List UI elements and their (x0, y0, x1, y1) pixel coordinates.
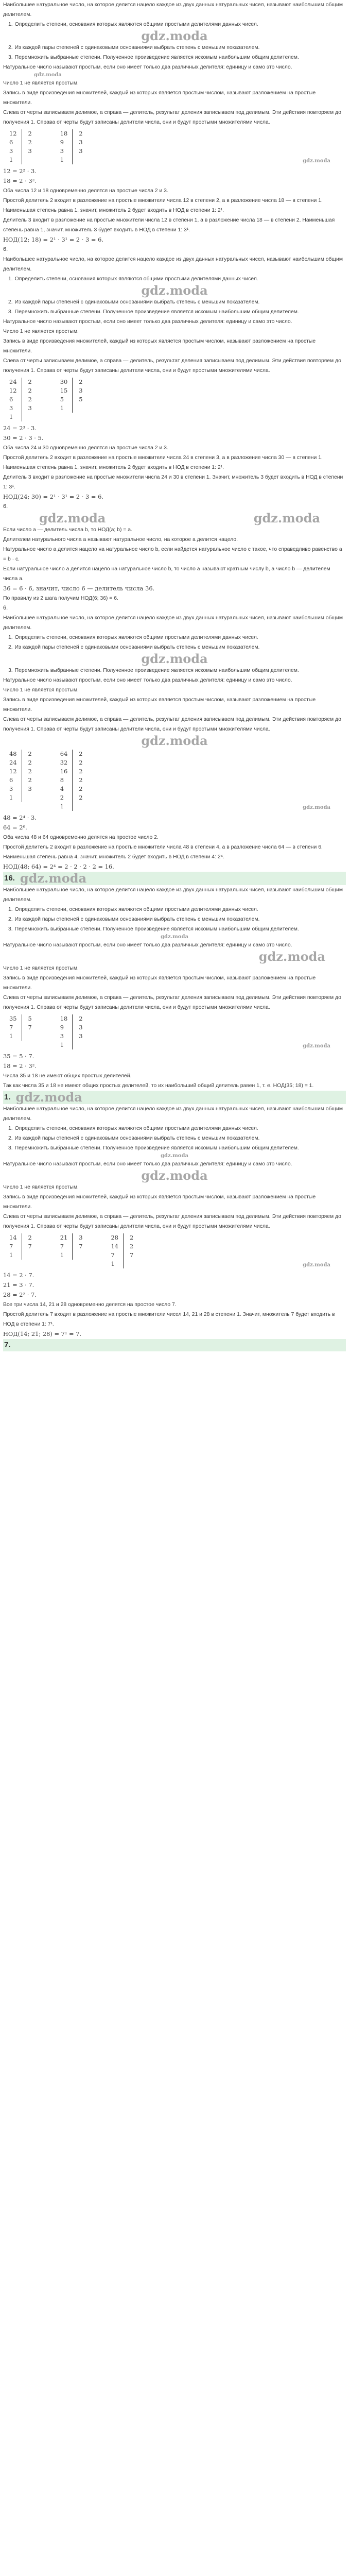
list-item-number: 2. (8, 1136, 13, 1141)
dividend-cell: 35 (9, 1015, 17, 1022)
divisor-cell (22, 1032, 37, 1041)
text-paragraph: По правилу из 2 шага получим НОД(6; 36) = 6. (3, 596, 118, 601)
watermark: gdz.moda (141, 28, 208, 43)
formula-line: 28 = 2² · 7. (3, 1291, 37, 1298)
dividend-cell: 1 (9, 156, 13, 163)
divisor-cell: 3 (73, 1023, 87, 1032)
formula-line: НОД(24; 30) = 2¹ · 3¹ = 2 · 3 = 6. (3, 493, 103, 500)
dividend-cell: 4 (60, 785, 64, 792)
factorization-step (57, 1242, 87, 1251)
factorization-row (3, 376, 346, 423)
dividend-cell: 7 (111, 1251, 115, 1259)
divisor-cell: 5 (22, 1014, 37, 1023)
text-paragraph: Запись в виде произведения множителей, каждый из которых является простым числом, называют разложением на простые множители. (3, 1194, 316, 1210)
factorization-step (6, 1233, 37, 1242)
divisor-cell: 2 (22, 1233, 37, 1242)
divisor-cell (73, 404, 87, 413)
list-item-number: 1. (8, 22, 13, 27)
text-paragraph: Так как числа 35 и 18 не имеют общих простых делителей, то их наибольший общий делитель равен 1, т. е. НОД(35; 18) = 1. (3, 1083, 314, 1089)
factorization-step (57, 404, 87, 413)
factorization-table (57, 129, 87, 164)
formula-line: 24 = 2³ · 3. (3, 425, 37, 432)
list-item-number: 1. (8, 1126, 13, 1131)
text-paragraph: Число 1 не является простым. (3, 1184, 79, 1190)
divisor-cell (73, 156, 87, 164)
list-item-number: 3. (8, 55, 13, 60)
factorization-step (57, 1014, 87, 1023)
dividend-cell: 12 (9, 387, 17, 394)
divisor-cell: 2 (73, 793, 87, 802)
divisor-cell (73, 1041, 87, 1049)
formula-line: 64 = 2⁶. (3, 824, 27, 831)
factorization-table (6, 750, 37, 802)
divisor-cell: 2 (124, 1233, 138, 1242)
answer-marker (3, 1091, 346, 1104)
dividend-cell: 24 (9, 759, 17, 766)
formula-line: 12 = 2² · 3. (3, 167, 37, 175)
divisor-cell: 2 (124, 1242, 138, 1251)
dividend-cell: 14 (111, 1243, 118, 1250)
divisor-cell: 3 (73, 1032, 87, 1041)
list-item (3, 297, 346, 307)
answer-value: 6. (3, 503, 8, 510)
list-item-text: Определить степени, основания которых являются общими простыми делителями данных чисел. (14, 276, 258, 282)
divisor-cell: 2 (22, 386, 37, 395)
list-item-number: 3. (8, 309, 13, 315)
factorization-step (108, 1260, 138, 1268)
text-paragraph: Натуральное число a делится нацело на натуральное число b, если найдется натуральное число c такое, что справедливо равенство a = b · c. (3, 547, 342, 562)
list-item (3, 633, 346, 642)
factorization-step (57, 395, 87, 404)
factorization-table (57, 378, 87, 413)
dividend-cell: 6 (9, 776, 13, 784)
dividend-cell: 5 (60, 396, 64, 403)
dividend-cell: 24 (9, 378, 17, 385)
factorization-row (3, 1231, 346, 1270)
text-paragraph: Натуральное число называют простым, если оно имеет только два различных делителя: единицу и само это число. (3, 1161, 292, 1167)
dividend-cell: 1 (60, 803, 64, 810)
factorization-step (57, 802, 87, 811)
divisor-cell (22, 793, 37, 802)
watermark: gdz.moda (258, 949, 325, 964)
watermark: gdz.moda (303, 805, 330, 810)
factorization-step (6, 156, 37, 164)
factorization-row (3, 127, 346, 166)
formula-line: 30 = 2 · 3 · 5. (3, 434, 44, 442)
dividend-cell: 1 (111, 1260, 115, 1267)
text-paragraph: Наибольшее натуральное число, на которое делится нацело каждое из двух данных натуральных чисел, называют наибольшим общим делителем. (3, 887, 343, 903)
text-paragraph: Слева от черты записываем делимое, а справа — делитель, результат деления записываем под делимым. Эти действия повторяем до получения 1. Справа от черты будут записаны делители числа, они и будут простыми множителями числа. (3, 110, 341, 125)
dividend-cell: 2 (60, 794, 64, 801)
formula-line: НОД(12; 18) = 2¹ · 3¹ = 2 · 3 = 6. (3, 236, 103, 243)
text-paragraph: Простой делитель 2 входит в разложение на простые множители числа 12 в степени 2, а в разложение числа 18 — в степени 1. Наименьшая степень равна 1, значит, множитель 2 будет входить в НОД в степени 1: 2¹. (3, 198, 323, 213)
text-paragraph: Простой делитель 2 входит в разложение на простые множители числа 48 в степени 4, а в разложение числа 64 — в степени 6. Наименьшая степень равна 4, значит, множитель 2 будет входить в НОД в степени 4: 2⁴. (3, 844, 323, 860)
text-paragraph: Оба числа 24 и 30 одновременно делятся на простые числа 2 и 3. (3, 445, 168, 451)
dividend-cell: 6 (9, 139, 13, 146)
factorization-step (6, 785, 37, 793)
watermark: gdz.moda (34, 72, 62, 78)
answer-value: 6. (3, 246, 8, 252)
divisor-cell: 2 (73, 758, 87, 767)
divisor-cell: 2 (22, 395, 37, 404)
dividend-cell: 1 (9, 1032, 13, 1040)
divisor-cell: 2 (73, 785, 87, 793)
text-paragraph: Наибольшее натуральное число, на которое делится нацело каждое из двух данных натуральных чисел, называют наибольшим общим делителем. (3, 615, 343, 631)
factorization-step (6, 147, 37, 156)
list-item (3, 905, 346, 914)
dividend-cell: 3 (9, 785, 13, 792)
formula-line: 35 = 5 · 7. (3, 1053, 34, 1060)
divisor-cell: 3 (22, 785, 37, 793)
divisor-cell: 7 (73, 1242, 87, 1251)
list-item-number: 3. (8, 1145, 13, 1151)
watermark: gdz.moda (141, 733, 208, 748)
factorization-step (108, 1233, 138, 1242)
text-paragraph: Запись в виде произведения множителей, каждый из которых является простым числом, называют разложением на простые множители. (3, 90, 316, 106)
watermark-row (3, 512, 346, 525)
divisor-cell: 7 (22, 1023, 37, 1032)
divisor-cell: 2 (73, 1014, 87, 1023)
dividend-cell: 1 (60, 404, 64, 412)
factorization-step (6, 1023, 37, 1032)
divisor-cell: 2 (22, 378, 37, 386)
answer-value: 1. (4, 1093, 11, 1101)
factorization-table (6, 1014, 37, 1041)
factorization-step (6, 378, 37, 386)
answer-value: 16. (4, 874, 15, 883)
factorization-table (108, 1233, 138, 1268)
factorization-step (57, 378, 87, 386)
dividend-cell: 6 (9, 396, 13, 403)
list-item-text: Перемножить выбранные степени. Полученное произведение является искомым наибольшим общим делителем. (14, 926, 299, 932)
answer-marker (3, 872, 346, 885)
divisor-cell: 3 (73, 1233, 87, 1242)
dividend-cell: 15 (60, 387, 68, 394)
factorization-step (6, 413, 37, 421)
factorization-step (57, 1041, 87, 1049)
text-paragraph: Число 1 не является простым. (3, 965, 79, 971)
list-item-text: Определить степени, основания которых являются общими простыми делителями данных чисел. (14, 22, 258, 27)
watermark: gdz.moda (303, 1043, 330, 1049)
factorization-step (6, 138, 37, 147)
formula-line: 21 = 3 · 7. (3, 1281, 34, 1289)
formula-line: 18 = 2 · 3². (3, 177, 37, 184)
text-paragraph: Число 1 не является простым. (3, 687, 79, 693)
divisor-cell (73, 802, 87, 811)
divisor-cell: 2 (73, 767, 87, 776)
list-item-text: Из каждой пары степеней с одинаковыми основаниями выбрать степень с меньшим показателем. (14, 645, 260, 650)
divisor-cell: 3 (22, 404, 37, 413)
divisor-cell: 2 (73, 378, 87, 386)
factorization-step (57, 785, 87, 793)
factorization-step (57, 156, 87, 164)
text-paragraph: Если натуральное число a делится нацело на натуральное число b, то число a называют кратным числу b, а число b — делителем числа a. (3, 566, 330, 582)
text-paragraph: Натуральное число называют простым, если оно имеет только два различных делителя: единицу и само это число. (3, 677, 292, 683)
factorization-step (57, 750, 87, 758)
text-paragraph: Все три числа 14, 21 и 28 одновременно делятся на простое число 7. (3, 1302, 177, 1308)
dividend-cell: 64 (60, 750, 68, 757)
dividend-cell: 48 (9, 750, 17, 757)
factorization-step (108, 1251, 138, 1260)
dividend-cell: 3 (60, 147, 64, 155)
divisor-cell (124, 1260, 138, 1268)
factorization-step (57, 767, 87, 776)
factorization-step (6, 404, 37, 413)
text-paragraph: Делитель 3 входит в разложение на простые множители числа 24 и 30 в степени 1. Значит, множитель 3 будет входить в НОД в степени 1: 3¹. (3, 474, 343, 490)
formula-line: 36 = 6 · 6, значит, число 6 — делитель числа 36. (3, 585, 155, 592)
dividend-cell: 1 (60, 1041, 64, 1048)
list-item-text: Перемножить выбранные степени. Полученное произведение является искомым наибольшим общим делителем. (14, 309, 299, 315)
formula-line: 48 = 2⁴ · 3. (3, 814, 37, 821)
list-item-text: Определить степени, основания которых являются общими простыми делителями данных чисел. (14, 1126, 258, 1131)
divisor-cell: 3 (22, 147, 37, 156)
text-paragraph: Слева от черты записываем делимое, а справа — делитель, результат деления записываем под делимым. Эти действия повторяем до получения 1. Справа от черты будут записаны делители числа, они и будут простыми множителями числа. (3, 995, 341, 1010)
factorization-step (57, 793, 87, 802)
dividend-cell: 9 (60, 1024, 64, 1031)
dividend-cell: 9 (60, 139, 64, 146)
text-paragraph: Натуральное число называют простым, если оно имеет только два различных делителя: единицу и само это число. (3, 942, 292, 948)
text-paragraph: Запись в виде произведения множителей, каждый из которых является простым числом, называют разложением на простые множители. (3, 975, 316, 991)
dividend-cell: 12 (9, 768, 17, 775)
watermark: gdz.moda (141, 283, 208, 298)
list-item (3, 666, 346, 675)
divisor-cell: 2 (22, 758, 37, 767)
factorization-step (57, 776, 87, 785)
text-paragraph: Простой делитель 2 входит в разложение на простые множители числа 24 в степени 3, а в разложение числа 30 — в степени 1. Наименьшая степень равна 1, значит, множитель 2 будет входить в НОД в степени 1: 2¹. (3, 455, 323, 470)
factorization-row (3, 1012, 346, 1052)
divisor-cell: 2 (22, 767, 37, 776)
list-item-text: Определить степени, основания которых являются общими простыми делителями данных чисел. (14, 907, 258, 912)
factorization-table (6, 129, 37, 164)
divisor-cell: 3 (73, 386, 87, 395)
factorization-step (6, 758, 37, 767)
factorization-step (57, 1251, 87, 1260)
factorization-step (6, 1014, 37, 1023)
watermark: gdz.moda (141, 651, 208, 666)
dividend-cell: 1 (9, 413, 13, 420)
list-item-text: Из каждой пары степеней с одинаковыми основаниями выбрать степень с меньшим показателем. (14, 1136, 260, 1141)
divisor-cell: 3 (73, 138, 87, 147)
factorization-table (57, 750, 87, 811)
divisor-cell: 5 (73, 395, 87, 404)
factorization-step (6, 1032, 37, 1041)
factorization-step (108, 1242, 138, 1251)
answer-marker (3, 603, 346, 613)
dividend-cell: 18 (60, 1015, 68, 1022)
factorization-step (57, 147, 87, 156)
text-paragraph: Натуральное число называют простым, если оно имеет только два различных делителя: единицу и само это число. (3, 319, 292, 325)
text-paragraph: Если число a — делитель числа b, то НОД(a; b) = a. (3, 527, 132, 533)
divisor-cell (22, 1251, 37, 1260)
dividend-cell: 3 (9, 404, 13, 412)
answer-marker (3, 1339, 346, 1351)
factorization-table (6, 1233, 37, 1260)
dividend-cell: 7 (9, 1024, 13, 1031)
list-item-text: Перемножить выбранные степени. Полученное произведение является искомым наибольшим общим делителем. (14, 55, 299, 60)
dividend-cell: 7 (60, 1243, 64, 1250)
text-paragraph: Слева от черты записываем делимое, а справа — делитель, результат деления записываем под делимым. Эти действия повторяем до получения 1. Справа от черты будут записаны делители числа, они и будут простыми множителями числа. (3, 358, 341, 374)
dividend-cell: 8 (60, 776, 64, 784)
formula-line: 14 = 2 · 7. (3, 1272, 34, 1279)
divisor-cell: 2 (73, 776, 87, 785)
dividend-cell: 1 (9, 794, 13, 801)
dividend-cell: 16 (60, 768, 68, 775)
factorization-step (57, 1023, 87, 1032)
list-item-number: 2. (8, 645, 13, 650)
divisor-cell (22, 156, 37, 164)
answer-marker (3, 245, 346, 255)
list-item-number: 2. (8, 45, 13, 50)
factorization-step (6, 750, 37, 758)
list-item-number: 1. (8, 276, 13, 282)
list-item-number: 1. (8, 907, 13, 912)
divisor-cell: 7 (22, 1242, 37, 1251)
watermark: gdz.moda (141, 1168, 208, 1183)
text-paragraph: Число 1 не является простым. (3, 80, 79, 86)
dividend-cell: 32 (60, 759, 68, 766)
text-paragraph: Запись в виде произведения множителей, каждый из которых является простым числом, называют разложением на простые множители. (3, 338, 316, 354)
text-paragraph: Наибольшее натуральное число, на которое делится нацело каждое из двух данных натуральных чисел, называют наибольшим общим делителем. (3, 257, 343, 272)
watermark: gdz.moda (161, 934, 188, 940)
factorization-step (57, 138, 87, 147)
list-item-text: Перемножить выбранные степени. Полученное произведение является искомым наибольшим общим делителем. (14, 1145, 299, 1151)
text-paragraph: Оба числа 12 и 18 одновременно делятся на простые числа 2 и 3. (3, 188, 168, 194)
dividend-cell: 30 (60, 378, 68, 385)
answer-value: 6. (3, 605, 8, 611)
text-paragraph: Числа 35 и 18 не имеют общих простых делителей. (3, 1073, 132, 1079)
divisor-cell: 2 (22, 138, 37, 147)
list-item-number: 3. (8, 926, 13, 932)
dividend-cell: 14 (9, 1234, 17, 1241)
text-paragraph: Натуральное число называют простым, если оно имеет только два различных делителя: единицу и само это число. (3, 64, 292, 70)
list-item (3, 1124, 346, 1133)
list-item (3, 53, 346, 62)
divisor-cell: 7 (124, 1251, 138, 1260)
text-paragraph: Слева от черты записываем делимое, а справа — делитель, результат деления записываем под делимым. Эти действия повторяем до получения 1. Справа от черты будут записаны делители числа, они и будут простыми множителями числа. (3, 1214, 341, 1229)
factorization-table (57, 1233, 87, 1260)
text-paragraph: Делитель 3 входит в разложение на простые множители числа 12 в степени 1, а в разложение числа 18 — в степени 2. Наименьшая степень равна 1, значит, множитель 3 будет входить в НОД в степени 1: 3¹. (3, 217, 335, 233)
watermark: gdz.moda (39, 511, 106, 526)
factorization-table (57, 1014, 87, 1049)
dividend-cell: 12 (9, 130, 17, 137)
watermark: gdz.moda (303, 158, 330, 164)
divisor-cell: 2 (22, 129, 37, 138)
factorization-step (6, 767, 37, 776)
factorization-step (57, 129, 87, 138)
formula-line: 18 = 2 · 3². (3, 1062, 37, 1070)
divisor-cell (73, 1251, 87, 1260)
list-item-text: Из каждой пары степеней с одинаковыми основаниями выбрать степень с меньшим показателем. (14, 299, 260, 305)
text-paragraph: Наибольшее натуральное число, на которое делится нацело каждое из двух данных натуральных чисел, называют наибольшим общим делителем. (3, 1106, 343, 1122)
dividend-cell: 1 (9, 1251, 13, 1259)
dividend-cell: 21 (60, 1234, 68, 1241)
formula-line: НОД(48; 64) = 2⁴ = 2 · 2 · 2 · 2 = 16. (3, 863, 114, 870)
watermark: gdz.moda (303, 1262, 330, 1268)
dividend-cell: 7 (9, 1243, 13, 1250)
list-item-text: Определить степени, основания которых являются общими простыми делителями данных чисел. (14, 635, 258, 640)
list-item-number: 2. (8, 299, 13, 305)
list-item (3, 43, 346, 53)
factorization-step (57, 758, 87, 767)
factorization-step (57, 1233, 87, 1242)
factorization-step (57, 1032, 87, 1041)
text-paragraph: Делителем натурального числа a называют натуральное число, на которое a делится нацело. (3, 537, 238, 543)
text-paragraph: Наибольшее натуральное число, на которое делится нацело каждое из двух данных натуральных чисел, называют наибольшим общим делителем. (3, 2, 343, 18)
factorization-step (6, 1242, 37, 1251)
list-item-number: 1. (8, 635, 13, 640)
answer-value: 7. (4, 1341, 11, 1349)
watermark: gdz.moda (161, 1153, 188, 1159)
watermark: gdz.moda (20, 871, 87, 886)
divisor-cell: 2 (22, 776, 37, 785)
dividend-cell: 28 (111, 1234, 118, 1241)
list-item-number: 2. (8, 917, 13, 922)
list-item (3, 914, 346, 924)
factorization-table (6, 378, 37, 421)
list-item-text: Из каждой пары степеней с одинаковыми основаниями выбрать степень с меньшим показателем. (14, 45, 260, 50)
divisor-cell: 2 (22, 750, 37, 758)
dividend-cell: 1 (60, 156, 64, 163)
dividend-cell: 3 (60, 1032, 64, 1040)
text-paragraph: Запись в виде произведения множителей, каждый из которых является простым числом, называют разложением на простые множители. (3, 697, 316, 713)
list-item (3, 1143, 346, 1153)
formula-line: НОД(14; 21; 28) = 7¹ = 7. (3, 1330, 82, 1337)
dividend-cell: 18 (60, 130, 68, 137)
divisor-cell: 3 (73, 147, 87, 156)
list-item (3, 307, 346, 317)
divisor-cell: 2 (73, 750, 87, 758)
divisor-cell: 2 (73, 129, 87, 138)
list-item (3, 1133, 346, 1143)
list-item-text: Перемножить выбранные степени. Полученное произведение является искомым наибольшим общим делителем. (14, 668, 299, 673)
factorization-step (6, 793, 37, 802)
factorization-step (6, 386, 37, 395)
watermark: gdz.moda (15, 1090, 82, 1105)
factorization-row (3, 748, 346, 813)
divisor-cell (22, 413, 37, 421)
factorization-step (57, 386, 87, 395)
factorization-step (6, 129, 37, 138)
dividend-cell: 1 (60, 1251, 64, 1259)
list-item (3, 924, 346, 934)
factorization-step (6, 395, 37, 404)
factorization-step (6, 1251, 37, 1260)
watermark: gdz.moda (253, 511, 320, 526)
text-paragraph: Простой делитель 7 входит в разложение на простые множители чисел 14, 21 и 28 в степени 1. Значит, множитель 7 будет входить в НОД в степени 1: 7¹. (3, 1312, 335, 1327)
list-item-number: 3. (8, 668, 13, 673)
text-paragraph: Число 1 не является простым. (3, 329, 79, 334)
text-paragraph: Оба числа 48 и 64 одновременно делятся на простое число 2. (3, 835, 159, 840)
dividend-cell: 3 (9, 147, 13, 155)
list-item-text: Из каждой пары степеней с одинаковыми основаниями выбрать степень с меньшим показателем. (14, 917, 260, 922)
factorization-step (6, 776, 37, 785)
text-paragraph: Слева от черты записываем делимое, а справа — делитель, результат деления записываем под делимым. Эти действия повторяем до получения 1. Справа от черты будут записаны делители числа, они и будут простыми множителями числа. (3, 717, 341, 732)
